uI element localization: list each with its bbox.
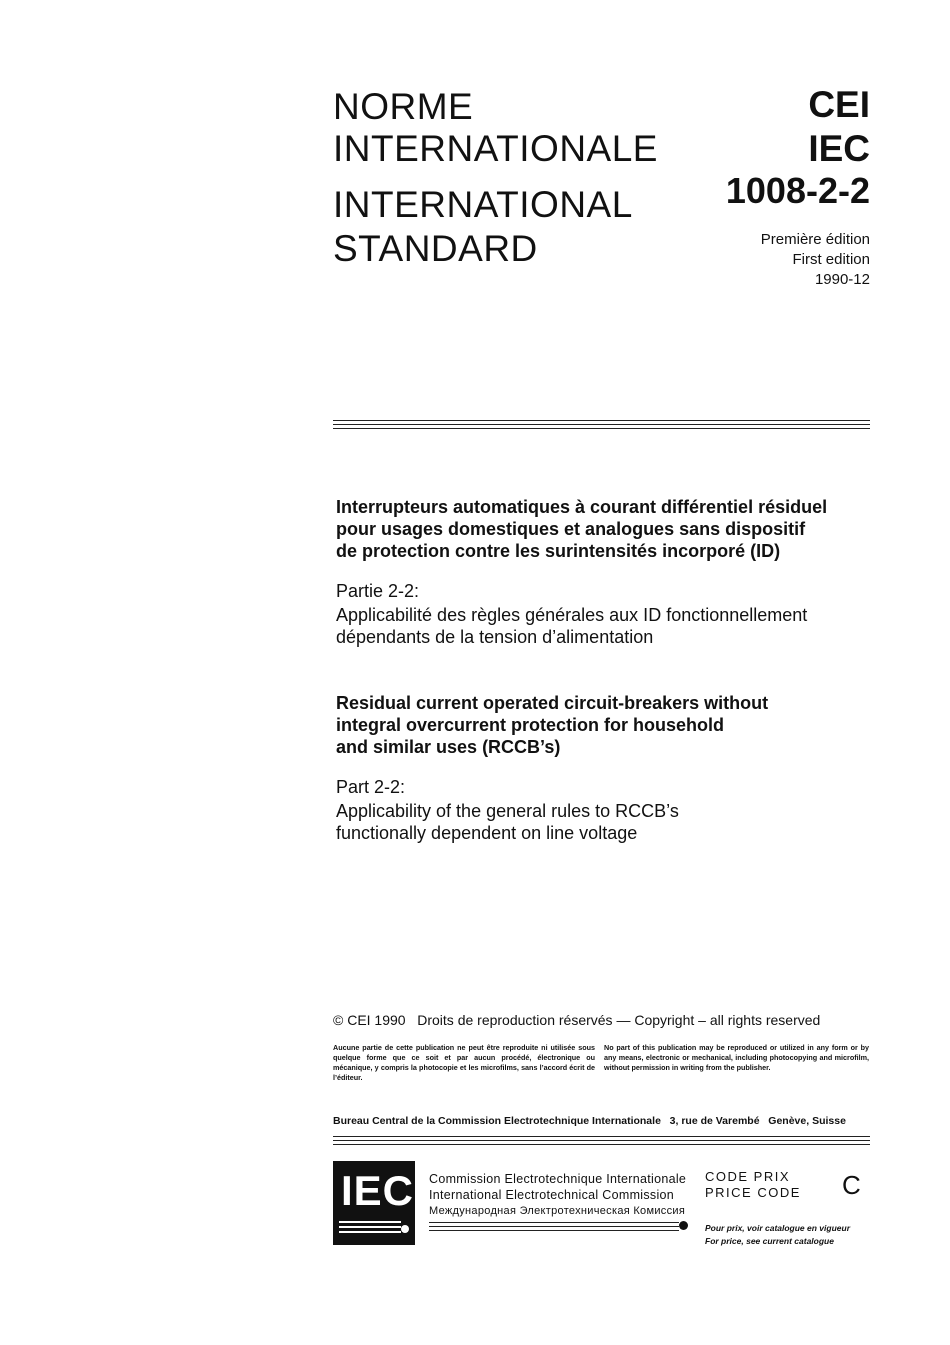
- french-part-heading: Partie 2-2:: [336, 581, 420, 601]
- divider-rule: [333, 1144, 870, 1145]
- price-note-fr: Pour prix, voir catalogue en vigueur: [705, 1223, 851, 1233]
- iec-logo: [333, 1161, 415, 1245]
- divider-rule: [333, 1136, 870, 1137]
- standard-line-1: INTERNATIONAL: [333, 184, 633, 225]
- norme-line-2: INTERNATIONALE: [333, 128, 658, 169]
- legal-notice-fr: Aucune partie de cette publication ne peut être reproduite ni utilisée sous quelque forme que ce soit et par aucun procédé, électronique ou mécanique, y compris la photocopie et les microfilms, sans l’accord écrit de l’éditeur.: [333, 1043, 595, 1082]
- price-note: [705, 1222, 850, 1248]
- english-part-line: functionally dependent on line voltage: [336, 823, 638, 843]
- english-title-line: and similar uses (RCCB’s): [336, 737, 561, 757]
- price-note-en: For price, see current catalogue: [705, 1236, 834, 1246]
- french-section: [336, 496, 876, 648]
- commission-fr: Commission Electrotechnique Internationale: [429, 1172, 687, 1186]
- divider-rule: [333, 424, 870, 425]
- commission-en: International Electrotechnical Commission: [429, 1188, 675, 1202]
- norme-line-1: NORME: [333, 86, 474, 127]
- logo-bars: [339, 1221, 401, 1236]
- french-title-line: de protection contre les surintensités incorporé (ID): [336, 541, 781, 561]
- price-letter: C: [842, 1170, 861, 1200]
- divider-rule: [333, 420, 870, 421]
- divider-rule: [333, 1140, 870, 1141]
- legal-notice-en: No part of this publication may be reproduced or utilized in any form or by any means, electronic or mechanical, including photocopying and microfilm, without permission in writing from the publisher.: [604, 1043, 869, 1072]
- code-iec: IEC: [808, 128, 870, 169]
- logo-text: IEC: [341, 1167, 415, 1214]
- standard-line-2: STANDARD: [333, 228, 538, 269]
- french-title-line: Interrupteurs automatiques à courant différentiel résiduel: [336, 497, 828, 517]
- standard-number: 1008-2-2: [725, 170, 870, 211]
- french-part-line: Applicabilité des règles générales aux ID fonctionnellement: [336, 605, 808, 625]
- english-title-line: Residual current operated circuit-breakers without: [336, 693, 769, 713]
- edition-en: First edition: [792, 251, 870, 268]
- divider-rule: [333, 428, 870, 429]
- copyright-text: Droits de reproduction réservés — Copyright – all rights reserved: [417, 1012, 821, 1028]
- french-title-line: pour usages domestiques et analogues sans dispositif: [336, 519, 806, 539]
- copyright-line: [333, 1012, 873, 1028]
- code-cei: CEI: [808, 84, 870, 125]
- edition-date: 1990-12: [814, 271, 870, 288]
- copyright-mark: © CEI 1990: [333, 1012, 406, 1028]
- french-part-line: dépendants de la tension d’alimentation: [336, 627, 654, 647]
- english-section: [336, 692, 876, 844]
- rule-dot: [679, 1221, 688, 1230]
- commission-names: [429, 1171, 686, 1219]
- commission-ru: Международная Электротехническая Комиссия: [429, 1205, 686, 1217]
- bureau-address: Bureau Central de la Commission Electrotechnique Internationale 3, rue de Varembé Genève, Suisse: [333, 1115, 846, 1127]
- logo-dot: [401, 1225, 409, 1233]
- english-title-line: integral overcurrent protection for household: [336, 715, 725, 735]
- edition-fr: Première édition: [760, 231, 870, 248]
- code-prix: CODE PRIX: [705, 1169, 791, 1184]
- english-part-heading: Part 2-2:: [336, 777, 406, 797]
- commission-rules: [429, 1222, 679, 1231]
- price-code: PRICE CODE: [705, 1185, 801, 1200]
- english-part-line: Applicability of the general rules to RCCB’s: [336, 801, 679, 821]
- price-code-block: [705, 1169, 801, 1201]
